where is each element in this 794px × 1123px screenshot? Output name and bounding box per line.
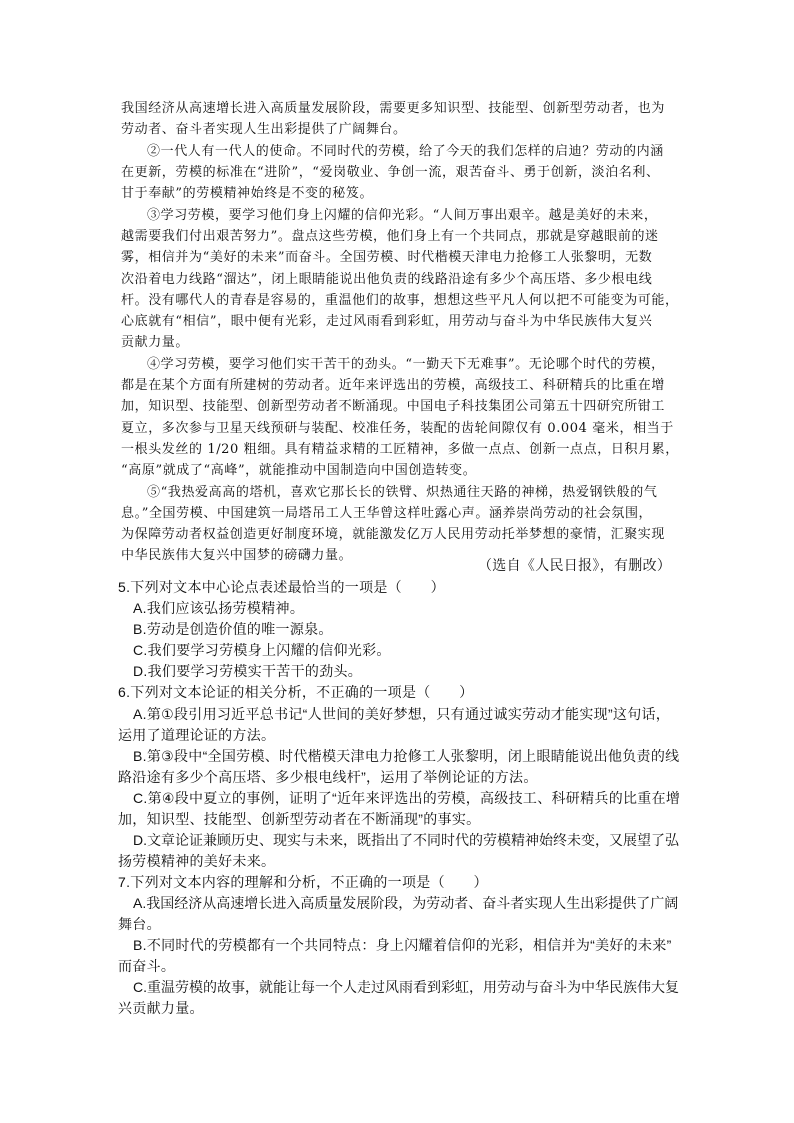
article-p4-line-6: “高原”就成了“高峰”，就能推动中国制造向中国创造转变。 — [121, 463, 477, 478]
question-6-option-b-line-1: B.第③段中“全国劳模、时代楷模天津电力抢修工人张黎明，闭上眼睛能说出他负责的线 — [133, 748, 680, 764]
article-p1-line-1: 我国经济从高速增长进入高质量发展阶段，需要更多知识型、技能型、创新型劳动者，也为 — [121, 101, 666, 116]
question-7-stem: 7.下列对文本内容的理解和分析，不正确的一项是（ ） — [118, 874, 488, 890]
question-7-option-c-line-2: 兴贡献力量。 — [118, 1000, 204, 1016]
article-p3-line-4: 次沿着电力线路“溜达”，闭上眼睛能说出他负责的线路沿途有多少个高压塔、多少根电线 — [121, 272, 653, 287]
question-7-option-a-line-1: A.我国经济从高速增长进入高质量发展阶段，为劳动者、奋斗者实现人生出彩提供了广阔 — [133, 895, 679, 911]
question-6-option-b-line-2: 路沿途有多少个高压塔、多少根电线杆”，运用了举例论证的方法。 — [118, 769, 538, 785]
question-6-option-a-line-1: A.第①段引用习近平总书记“人世间的美好梦想，只有通过诚实劳动才能实现”这句话， — [133, 706, 671, 722]
question-7-option-b-line-2: 而奋斗。 — [118, 958, 176, 974]
article-p3-line-6: 心底就有“相信”，眼中便有光彩，走过风雨看到彩虹，用劳动与奋斗为中华民族伟大复兴 — [121, 314, 653, 329]
question-5-stem: 5.下列对文本中心论点表述最恰当的一项是（ ） — [118, 579, 445, 595]
question-6-option-d-line-1: D.文章论证兼顾历史、现实与未来，既指出了不同时代的劳模精神始终未变，又展望了弘 — [133, 832, 679, 848]
article-p3-line-3: 雾，相信并为“美好的未来”而奋斗。全国劳模、时代楷模天津电力抢修工人张黎明，无数 — [121, 250, 653, 265]
article-p4-line-2: 都是在某个方面有所建树的劳动者。近年来评选出的劳模，高级技工、科研精兵的比重在增 — [121, 378, 666, 393]
article-p4-line-5: 一根头发丝的 1/20 粗细。具有精益求精的工匠精神，多做一点点、创新一点点，日积月累， — [121, 442, 679, 457]
question-5-option-b: B.劳动是创造价值的唯一源泉。 — [133, 621, 333, 637]
question-7-option-a-line-2: 舞台。 — [118, 916, 161, 932]
question-6-option-c-line-2: 加，知识型、技能型、创新型劳动者在不断涌现”的事实。 — [118, 811, 481, 827]
article-p2-line-3: 甘于奉献”的劳模精神始终是不变的秘笈。 — [121, 186, 374, 201]
question-7-option-b-line-1: B.不同时代的劳模都有一个共同特点：身上闪耀着信仰的光彩，相信并为“美好的未来” — [133, 937, 672, 953]
question-5-option-d: D.我们要学习劳模实干苦干的劲头。 — [133, 663, 363, 679]
article-p5-line-1: ⑤“我热爱高高的塔机，喜欢它那长长的铁臂、炽热通往天路的神梯，热爱钢铁般的气 — [147, 485, 658, 500]
article-p3-line-5: 杆。没有哪代人的青春是容易的，重温他们的故事，想想这些平凡人何以把不可能变为可能， — [121, 293, 679, 308]
article-p4-line-3: 加，知识型、技能型、创新型劳动者不断涌现。中国电子科技集团公司第五十四研究所钳工 — [121, 399, 666, 414]
article-source: （选自《人民日报》，有删改） — [478, 557, 672, 573]
article-p3-line-7: 贡献力量。 — [121, 335, 190, 350]
article-p4-line-4: 夏立，多次参与卫星天线预研与装配、校准任务，装配的齿轮间隙仅有 0.004 毫米，相当于 — [121, 421, 674, 436]
article-p5-line-2: 息。”全国劳模、中国建筑一局塔吊工人王华曾这样吐露心声。涵养崇尚劳动的社会氛围， — [121, 506, 653, 521]
article-p4-line-1: ④学习劳模，要学习他们实干苦干的劲头。“一勤天下无难事”。无论哪个时代的劳模， — [147, 357, 665, 372]
article-p5-line-3: 为保障劳动者权益创造更好制度环境，就能激发亿万人民用劳动托举梦想的豪情，汇聚实现 — [121, 527, 666, 542]
article-p1-line-2: 劳动者、奋斗者实现人生出彩提供了广阔舞台。 — [121, 122, 407, 137]
article-p3-line-2: 越需要我们付出艰苦努力”。盘点这些劳模，他们身上有一个共同点，那就是穿越眼前的迷 — [121, 229, 659, 244]
article-p5-line-4: 中华民族伟大复兴中国梦的磅礴力量。 — [121, 548, 353, 563]
question-6-stem: 6.下列对文本论证的相关分析，不正确的一项是（ ） — [118, 684, 474, 700]
question-6-option-c-line-1: C.第④段中夏立的事例，证明了“近年来评选出的劳模，高级技工、科研精兵的比重在增 — [133, 790, 681, 806]
question-5-option-c: C.我们要学习劳模身上闪耀的信仰光彩。 — [133, 642, 391, 658]
question-7-option-c-line-1: C.重温劳模的故事，就能让每一个人走过风雨看到彩虹，用劳动与奋斗为中华民族伟大复 — [133, 979, 679, 995]
article-p3-line-1: ③学习劳模，要学习他们身上闪耀的信仰光彩。“人间万事出艰辛。越是美好的未来， — [147, 208, 658, 223]
question-5-option-a: A.我们应该弘扬劳模精神。 — [133, 600, 305, 616]
question-6-option-d-line-2: 扬劳模精神的美好未来。 — [118, 853, 276, 869]
article-p2-line-1: ②一代人有一代人的使命。不同时代的劳模，给了今天的我们怎样的启迪？劳动的内涵 — [147, 144, 664, 159]
question-6-option-a-line-2: 运用了道理论证的方法。 — [118, 727, 276, 743]
article-p2-line-2: 在更新，劳模的标准在“进阶”，“爱岗敬业、争创一流，艰苦奋斗、勇于创新，淡泊名利、 — [121, 165, 660, 180]
